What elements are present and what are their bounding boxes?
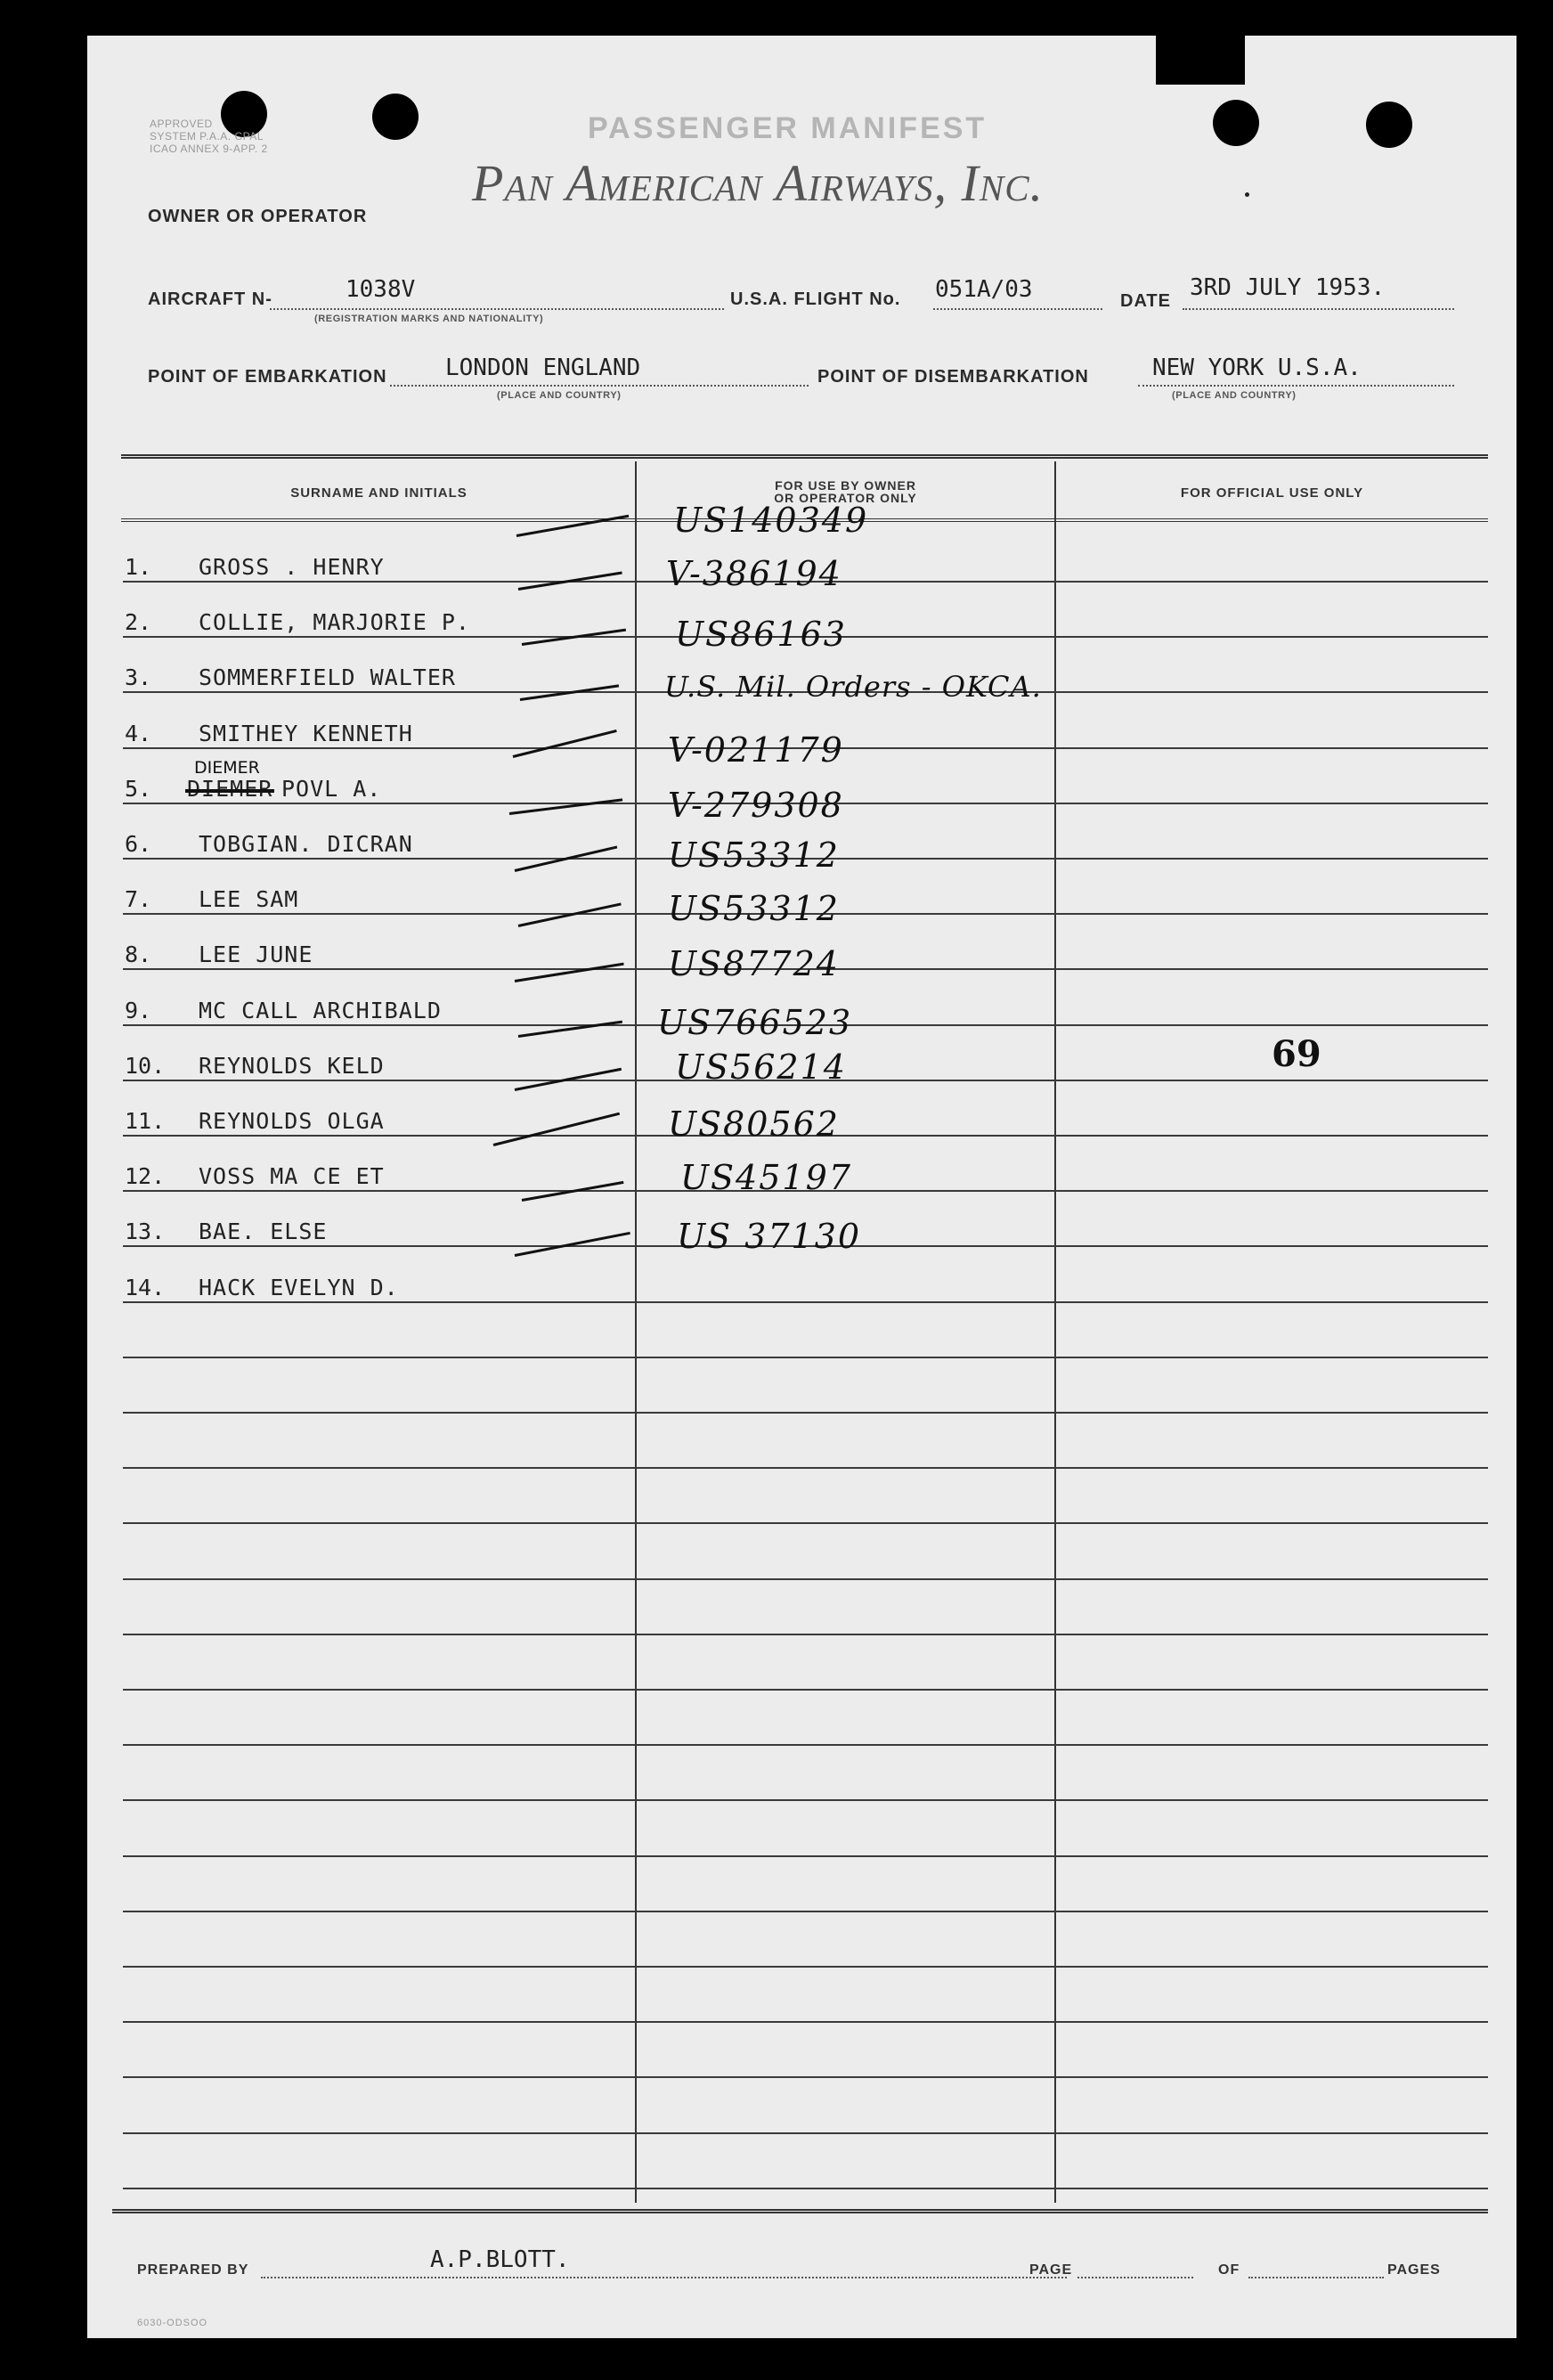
punch-hole-4 <box>1366 102 1412 148</box>
embark-sublabel: (PLACE AND COUNTRY) <box>497 390 622 401</box>
table-top-rule <box>121 454 1488 459</box>
passenger-name: HACK EVELYN D. <box>199 1275 399 1300</box>
row-number: 7. <box>125 886 152 912</box>
column-header-surname: SURNAME AND INITIALS <box>290 485 468 501</box>
passenger-name: MC CALL ARCHIBALD <box>199 998 442 1023</box>
check-mark <box>493 1113 620 1146</box>
row-rule <box>123 1467 1488 1469</box>
row-rule <box>123 2021 1488 2023</box>
owner-reference-note: US80562 <box>668 1104 840 1144</box>
row-rule <box>123 1799 1488 1801</box>
row-number: 4. <box>125 721 152 746</box>
handwritten-correction: DIEMER <box>194 758 260 778</box>
check-mark <box>513 729 617 758</box>
row-rule <box>123 2188 1488 2189</box>
owner-reference-note: US53312 <box>668 835 840 875</box>
date-value: 3RD JULY 1953. <box>1190 274 1386 301</box>
disembark-value: NEW YORK U.S.A. <box>1152 355 1362 381</box>
column-divider-2 <box>1054 461 1056 2203</box>
aircraft-sublabel: (REGISTRATION MARKS AND NATIONALITY) <box>314 314 544 324</box>
row-number: 13. <box>125 1219 166 1244</box>
row-number: 5. <box>125 776 152 802</box>
form-title: PASSENGER MANIFEST <box>588 111 988 145</box>
row-rule <box>123 1689 1488 1691</box>
row-rule <box>123 2132 1488 2134</box>
row-rule <box>123 1855 1488 1857</box>
row-number: 3. <box>125 664 152 690</box>
owner-reference-note: US56214 <box>675 1047 847 1087</box>
row-rule <box>123 1301 1488 1303</box>
approval-note: APPROVED SYSTEM P.A.A. CPAL ICAO ANNEX 9-APP. 2 <box>150 118 268 155</box>
official-use-number: 69 <box>1272 1033 1321 1075</box>
owner-reference-note: V-279308 <box>668 786 844 825</box>
column-divider-1 <box>635 461 637 2203</box>
owner-reference-note: US87724 <box>668 944 840 983</box>
check-mark <box>515 963 624 982</box>
torn-corner <box>1156 36 1245 85</box>
date-label: DATE <box>1120 291 1171 311</box>
row-number: 10. <box>125 1053 166 1079</box>
embark-value: LONDON ENGLAND <box>445 355 641 381</box>
owner-reference-note: US45197 <box>680 1158 852 1197</box>
disembark-label: POINT OF DISEMBARKATION <box>817 367 1089 387</box>
struck-surname: DIEMER <box>187 776 273 802</box>
row-rule <box>123 1578 1488 1580</box>
row-number: 2. <box>125 609 152 635</box>
page-field-line <box>1077 2277 1193 2278</box>
passenger-name: TOBGIAN. DICRAN <box>199 831 413 857</box>
passenger-name: POVL A. <box>281 776 382 802</box>
company-name: Pan American Airways, Inc. <box>472 154 1045 212</box>
owner-reference-note: U.S. Mil. Orders - OKCA. <box>664 670 1042 704</box>
owner-reference-note: US766523 <box>657 1003 853 1042</box>
punch-hole-3 <box>1213 100 1259 146</box>
ink-speck <box>1245 192 1249 197</box>
row-number: 12. <box>125 1163 166 1189</box>
passenger-name: COLLIE, MARJORIE P. <box>199 609 470 635</box>
strike-through <box>185 789 274 793</box>
column-header-official: FOR OFFICIAL USE ONLY <box>1180 485 1364 501</box>
row-number: 14. <box>125 1275 166 1300</box>
row-number: 9. <box>125 998 152 1023</box>
check-mark <box>518 1021 622 1038</box>
check-mark <box>515 1232 630 1257</box>
prepared-by-value: A.P.BLOTT. <box>430 2246 570 2273</box>
aircraft-label: AIRCRAFT N- <box>148 289 272 309</box>
aircraft-value: 1038V <box>346 276 416 303</box>
owner-label: OWNER OR OPERATOR <box>148 207 368 226</box>
passenger-name: SOMMERFIELD WALTER <box>199 664 456 690</box>
prepared-by-line <box>261 2277 1067 2278</box>
of-label: OF <box>1218 2262 1240 2278</box>
pages-label: PAGES <box>1387 2262 1441 2278</box>
table-bottom-rule <box>112 2209 1488 2213</box>
owner-reference-note: US53312 <box>668 889 840 928</box>
aircraft-field-line <box>270 308 724 310</box>
owner-reference-note: V-386194 <box>666 554 842 593</box>
owner-reference-note: V-021179 <box>668 730 844 770</box>
owner-reference-note: US140349 <box>673 501 869 540</box>
passenger-name: GROSS . HENRY <box>199 554 385 580</box>
passenger-name: LEE SAM <box>199 886 299 912</box>
flight-label: U.S.A. FLIGHT No. <box>730 289 901 309</box>
row-number: 8. <box>125 941 152 967</box>
passenger-name: REYNOLDS KELD <box>199 1053 385 1079</box>
owner-reference-note: US86163 <box>675 615 847 654</box>
owner-reference-note: US 37130 <box>677 1217 862 1256</box>
embark-label: POINT OF EMBARKATION <box>148 367 387 387</box>
passenger-name: VOSS MA CE ET <box>199 1163 385 1189</box>
passenger-name: REYNOLDS OLGA <box>199 1108 385 1134</box>
form-code: 6030-ODSOO <box>137 2318 208 2328</box>
manifest-sheet <box>87 36 1516 2338</box>
check-mark <box>518 902 622 926</box>
flight-field-line <box>933 308 1102 310</box>
row-number: 6. <box>125 831 152 857</box>
row-rule <box>123 2076 1488 2078</box>
row-rule <box>123 1966 1488 1968</box>
column-header-owner-line1: FOR USE BY OWNER <box>775 478 916 493</box>
of-field-line <box>1248 2277 1384 2278</box>
passenger-name: BAE. ELSE <box>199 1219 328 1244</box>
punch-hole-2 <box>372 94 419 140</box>
column-header-owner-line2: OR OPERATOR ONLY <box>774 491 917 505</box>
date-field-line <box>1183 308 1454 310</box>
row-rule <box>123 1357 1488 1358</box>
row-number: 1. <box>125 554 152 580</box>
embark-field-line <box>390 385 809 387</box>
check-mark <box>509 798 622 815</box>
row-rule <box>123 1412 1488 1414</box>
flight-value: 051A/03 <box>935 276 1033 303</box>
disembark-sublabel: (PLACE AND COUNTRY) <box>1172 390 1297 401</box>
row-rule <box>123 1911 1488 1912</box>
row-rule <box>123 1744 1488 1746</box>
row-rule <box>123 1634 1488 1635</box>
row-rule <box>123 1522 1488 1524</box>
passenger-name: LEE JUNE <box>199 941 313 967</box>
prepared-by-label: PREPARED BY <box>137 2262 249 2278</box>
disembark-field-line <box>1138 385 1454 387</box>
row-number: 11. <box>125 1108 166 1134</box>
passenger-name: SMITHEY KENNETH <box>199 721 413 746</box>
page-label: PAGE <box>1029 2262 1073 2278</box>
